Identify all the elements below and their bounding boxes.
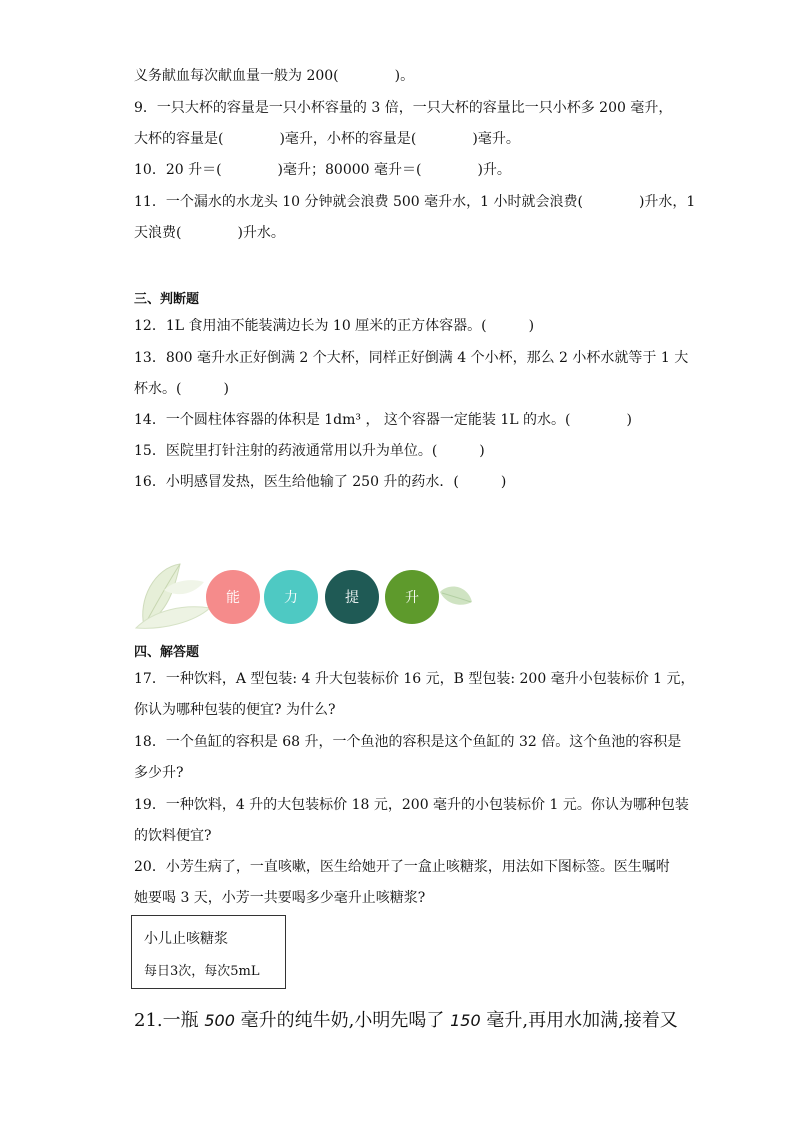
question-13-line-2: 杯水。( ) — [134, 381, 229, 397]
question-18-line-2: 多少升? — [134, 765, 184, 781]
question-18-line-1: 18．一个鱼缸的容积是 68 升，一个鱼池的容积是这个鱼缸的 32 倍。这个鱼池的容积是 — [134, 734, 682, 750]
banner-circle-4: 升 — [385, 570, 439, 624]
question-9-line-2: 大杯的容量是( )毫升，小杯的容量是( )毫升。 — [134, 131, 520, 147]
question-20-line-1: 20．小芳生病了，一直咳嗽，医生给她开了一盒止咳糖浆，用法如下图标签。医生嘱咐 — [134, 859, 670, 875]
question-16: 16．小明感冒发热，医生给他输了 250 升的药水．( ) — [134, 474, 507, 490]
question-21-part-2: 毫升的纯牛奶,小明先喝了 — [234, 1010, 451, 1031]
question-21-number-2: 150 — [450, 1011, 481, 1030]
medicine-label-dosage: 每日3次，每次5mL — [144, 964, 260, 979]
section-heading-judgement: 三、判断题 — [134, 292, 200, 307]
question-21-part-3: 毫升,再用水加满,接着又 — [480, 1010, 678, 1031]
ability-banner — [134, 560, 474, 630]
question-11-line-2: 天浪费( )升水。 — [134, 225, 285, 241]
question-13-line-1: 13．800 毫升水正好倒满 2 个大杯，同样正好倒满 4 个小杯，那么 2 小杯水就等于 1 大 — [134, 350, 689, 366]
leaf-decoration-icon — [134, 560, 214, 630]
line-blood-donation: 义务献血每次献血量一般为 200( )。 — [134, 68, 415, 84]
question-21-number-1: 500 — [204, 1011, 235, 1030]
question-12: 12．1L 食用油不能装满边长为 10 厘米的正方体容器。( ) — [134, 318, 535, 334]
question-17-line-1: 17．一种饮料，A 型包装: 4 升大包装标价 16 元，B 型包装: 200 毫升小包装标价 1 元， — [134, 671, 695, 687]
question-15: 15．医院里打针注射的药液通常用以升为单位。( ) — [134, 443, 485, 459]
question-19-line-2: 的饮料便宜? — [134, 828, 212, 844]
medicine-label-title: 小儿止咳糖浆 — [144, 931, 228, 947]
banner-circle-3: 提 — [325, 570, 379, 624]
section-heading-answers: 四、解答题 — [134, 645, 200, 660]
question-20-line-2: 她要喝 3 天，小芳一共要喝多少毫升止咳糖浆? — [134, 890, 426, 906]
question-10: 10．20 升＝( )毫升；80000 毫升＝( )升。 — [134, 162, 511, 178]
banner-circle-1: 能 — [206, 570, 260, 624]
question-14: 14．一个圆柱体容器的体积是 1dm³ ， 这个容器一定能装 1L 的水。( ) — [134, 412, 632, 428]
question-9-line-1: 9．一只大杯的容量是一只小杯容量的 3 倍，一只大杯的容量比一只小杯多 200 毫升， — [134, 100, 673, 116]
banner-circle-2: 力 — [264, 570, 318, 624]
question-11-line-1: 11．一个漏水的水龙头 10 分钟就会浪费 500 毫升水，1 小时就会浪费( )升水，1 — [134, 194, 696, 210]
medicine-label-box — [131, 915, 286, 989]
question-19-line-1: 19．一种饮料，4 升的大包装标价 18 元，200 毫升的小包装标价 1 元。你认为哪种包装 — [134, 797, 689, 813]
small-leaf-icon — [438, 582, 474, 612]
question-17-line-2: 你认为哪种包装的便宜? 为什么? — [134, 702, 336, 718]
question-21-part-1: 21.一瓶 — [134, 1010, 205, 1031]
question-21 — [134, 1009, 678, 1033]
